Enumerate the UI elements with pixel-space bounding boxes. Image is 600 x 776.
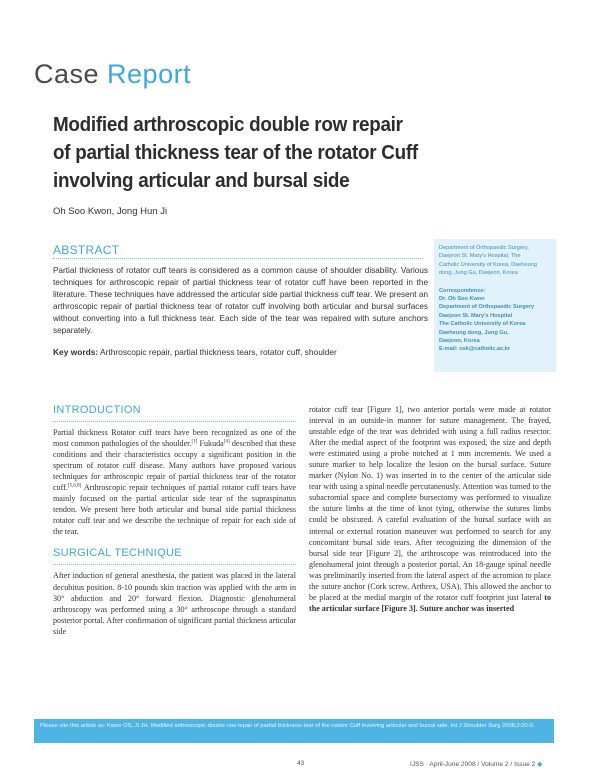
correspondence-label: Correspondence: bbox=[439, 287, 486, 294]
correspondence-line: Daejeon, Korea bbox=[439, 338, 480, 345]
email-line: E-mail: osk@catholic.ac.kr bbox=[439, 346, 511, 353]
introduction-heading: INTRODUCTION bbox=[53, 404, 141, 416]
diamond-icon: ◆ bbox=[537, 761, 543, 768]
abstract-body: Partial thickness of rotator cuff tears is considered as a common cause of shoulder disability. Various techniques for arthroscopic repair of partial thickness tear of rotator cuff have been reported in the literature. These techniques have addressed the articular side partial thickness cuff tear. We present an arthroscopic repair of partial thickness tear of rotator cuff involving both articular and bursal surfaces without converting into a full thickness tear. Each side of the tear was repaired with suture anchors separately. bbox=[53, 266, 428, 335]
affiliation-line: Department of Orthopaedic Surgery, bbox=[439, 245, 529, 251]
correspondence-line: The Catholic University of Korea bbox=[439, 321, 526, 328]
article-title bbox=[53, 111, 513, 195]
keywords-text: Arthroscopic repair, partial thickness tears, rotator cuff, shoulder bbox=[100, 347, 337, 357]
technique-continued-paragraph: rotator cuff tear [Figure 1], two anterior portals were made at rotator interval in an outside-in manner for suture management. The frayed, unstable edge of the tear was debrided with using a full radius resector. After the medial aspect of the footprint was exposed, the size and depth were estimated using a probe notched at 1 mm increments. We used a suture marker to help localize the lesion on the bursal surface. Suture marker (Nylon No. 1) was inserted in to the center of the articular side tear with using a spinal needle percutaneously. Attention was turned to the subacromial space and complete bursectomy was performed to visualize the suture limbs at the time of knot tying, otherwise the sutures limbs could be obscured. A careful evaluation of the bursal surface with an internal or external rotation maneuver was performed to search for any concomitant bursal side tears. After recognizing the dimension of the bursal side tear [Figure 2], the arthroscope was reintroduced into the glenohumeral joint through a posterior portal. An 18-gauge spinal needle was preliminarily inserted from the lateral aspect of the acromion to place the suture anchor (Cork screw, Arthrex, USA). This allowed the anchor to be placed at the medial margin of the rotator cuff footprint just lateral to the articular surface [Figure 3]. Suture anchor was inserted bbox=[309, 405, 551, 613]
affiliation-line: dong, Jung Gu, Daejeon, Korea bbox=[439, 270, 518, 277]
affiliation-line: Daejeon St. Mary's Hospital, The bbox=[439, 253, 521, 260]
reference[interactable]: [1] bbox=[191, 439, 198, 445]
authors: Oh Soo Kwon, Jong Hun Ji bbox=[53, 206, 168, 217]
report-word: Report bbox=[107, 59, 192, 89]
correspondence-line: Daejeon St. Mary's Hospital bbox=[439, 312, 513, 319]
page-number: 43 bbox=[297, 760, 305, 767]
title-line: of partial thickness tear of the rotator Cuff bbox=[53, 141, 418, 164]
reference[interactable]: [4] bbox=[223, 439, 230, 445]
keywords-label: Key words: bbox=[53, 347, 99, 357]
surgical-technique-paragraph: After induction of general anesthesia, the patient was placed in the lateral decubitus position. 8-10 pounds skin traction was applied with the arm in 30° abduction and 20° forward flexion. Diagnostic glenohumeral arthroscopy was performed using a 30° arthroscope through a standard posterior portal. After confirmation of significant partial thickness articular side bbox=[53, 571, 296, 636]
abstract-heading: ABSTRACT bbox=[53, 243, 120, 257]
keywords bbox=[53, 347, 433, 357]
citation-box: Please cite this article as: Kwon OS, Ji JH. Modified arthroscopic double row repair of partial thickness tear of the rotator Cuff involving articular and bursal side. Int J Shoulder Surg 2008;2:20-0. bbox=[34, 719, 554, 743]
correspondence-line: Department of Orthopaedic Surgery bbox=[439, 304, 535, 311]
correspondence-line: Daeheung dong, Jung Gu, bbox=[439, 329, 509, 336]
title-line: involving articular and bursal side bbox=[53, 169, 350, 192]
left-column bbox=[53, 404, 296, 637]
journal-info bbox=[410, 760, 542, 768]
journal-text: IJSS · April-June 2008 / Volume 2 / Issue 2 bbox=[410, 761, 536, 768]
section-divider bbox=[53, 421, 296, 422]
abstract-divider bbox=[53, 258, 423, 259]
bold-tail: to the articular surface [Figure 3]. Suture anchor was inserted bbox=[309, 592, 551, 613]
affiliation-line: Catholic University of Korea, Daeheung bbox=[439, 261, 537, 268]
author-info-box bbox=[434, 239, 556, 372]
section-label bbox=[34, 58, 191, 90]
right-column bbox=[309, 404, 551, 614]
surgical-technique-heading: SURGICAL TECHNIQUE bbox=[53, 547, 182, 560]
introduction-paragraph: Partial thickness Rotator cuff tears have been recognized as one of the most common pathologies of the shoulder.[1] Fukuda[4] described that these conditions and their characteristics occupy a significant position in the spectrum of rotator cuff disease. Many authors have proposed various techniques for arthroscopic repair of partial thickness tear of the rotator cuff.[5,6,8] Arthroscopic repair techniques of partial rotator cuff tears have mainly focused on the partial articular side tear of the supraspinatus tendon. We present here both articular and bursal side partial thickness rotator cuff tear and we describe the technique of repair for each side of the tear. bbox=[53, 428, 296, 537]
case-word: Case bbox=[34, 59, 100, 89]
correspondence-line: Dr. Oh Soo Kwon bbox=[439, 296, 485, 303]
section-divider bbox=[53, 564, 296, 565]
reference[interactable]: [5,6,8] bbox=[67, 483, 82, 489]
title-line: Modified arthroscopic double row repair bbox=[53, 113, 403, 136]
